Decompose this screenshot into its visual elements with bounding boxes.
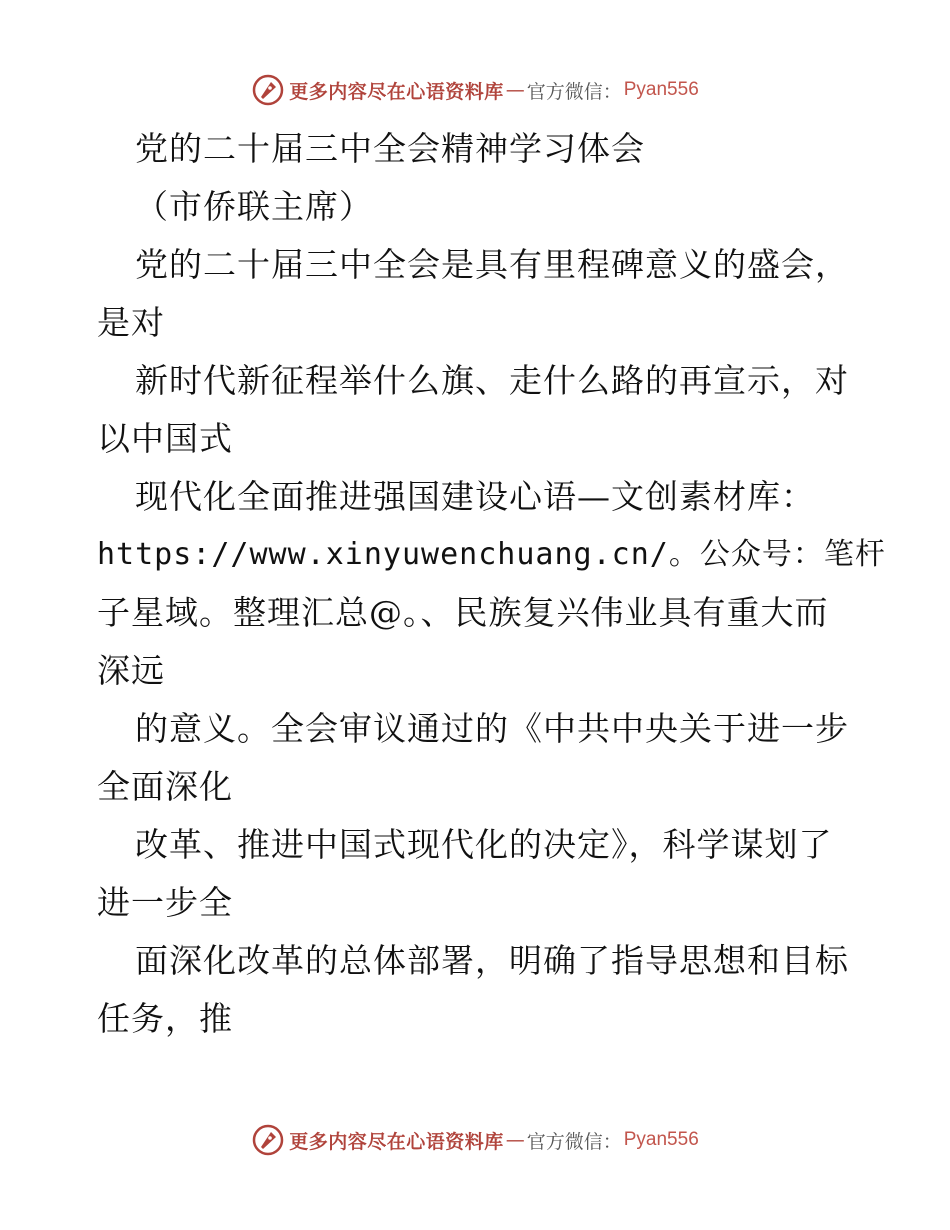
header-banner (0, 70, 950, 110)
banner-wechat-id: Pyan556 (623, 79, 699, 100)
banner-dash: — (505, 1129, 525, 1151)
banner-wechat-label: 官方微信： (526, 80, 622, 103)
text-line: 以中国式 (97, 419, 233, 458)
text-line: 深远 (97, 651, 165, 690)
banner-wechat-label: 官方微信： (526, 1130, 622, 1153)
text-line: 现代化全面推进强国建设心语—文创素材库： (135, 477, 815, 516)
text-line: 全面深化 (97, 767, 233, 806)
document-body (97, 120, 886, 1048)
banner-main-text: 更多内容尽在心语资料库 (289, 1130, 504, 1153)
text-line-url: https://www.xinyuwenchuang.cn/。公众号：笔杆 (97, 537, 886, 572)
text-line: 任务，推 (97, 999, 233, 1038)
banner-main-text: 更多内容尽在心语资料库 (289, 80, 504, 103)
text-line: 的意义。全会审议通过的《中共中央关于进一步 (135, 709, 849, 748)
banner-wechat-id: Pyan556 (623, 1129, 699, 1150)
text-line: 进一步全 (97, 883, 233, 922)
text-line: 新时代新征程举什么旗、走什么路的再宣示，对 (135, 361, 849, 400)
text-line: 党的二十届三中全会是具有里程碑意义的盛会， (135, 245, 849, 284)
text-line: 面深化改革的总体部署，明确了指导思想和目标 (135, 941, 849, 980)
pen-nib-logo-icon (251, 1123, 285, 1157)
footer-banner (0, 1120, 950, 1160)
document-title: 党的二十届三中全会精神学习体会 (135, 129, 645, 168)
text-line: 是对 (97, 303, 165, 342)
text-line: 子星域。整理汇总@。、民族复兴伟业具有重大而 (97, 593, 829, 632)
banner-dash: — (505, 79, 525, 101)
pen-nib-logo-icon (251, 73, 285, 107)
document-subtitle: （市侨联主席） (135, 187, 373, 226)
text-line: 改革、推进中国式现代化的决定》，科学谋划了 (135, 825, 833, 864)
